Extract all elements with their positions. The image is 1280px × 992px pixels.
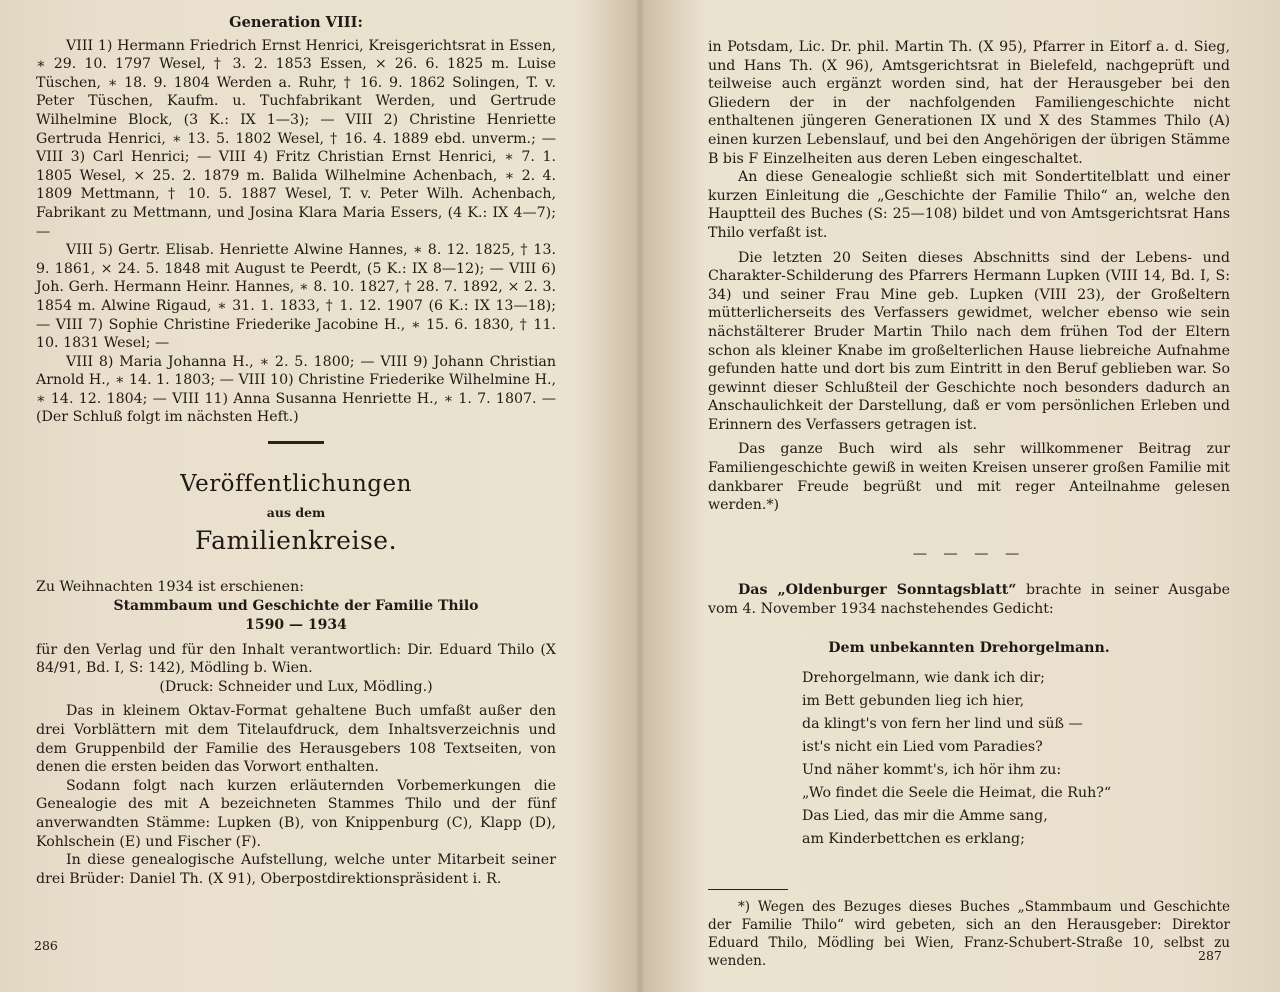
letzten-paragraph: Die letzten 20 Seiten dieses Abschnitts sind der Lebens- und Charakter-Schilderung des Pfarrers Hermann Lupken (VIII 14, Bd. I, S: 34) und seiner Frau Mine geb. Lupken (VIII 23), der Großeltern mütterlicherseits des Verfassers gewidmet, welcher ebenso wie sein nächstälterer Bruder Martin Thilo nach dem frühen Tod der Eltern schon als kleiner Knabe im großelterlichen Hause liebreiche Aufnahme gefunden hatte und dort bis zum Eintritt in den Beruf geblieben war. So gewinnt dieser Schlußteil der Geschichte noch besonders dadurch an Anschaulichkeit der Darstellung, daß er vom persönlichen Erleben und Erinnern des Verfassers getragen ist. bbox=[708, 249, 1230, 433]
page-number-left: 286 bbox=[34, 938, 58, 953]
sodann-paragraph: Sodann folgt nach kurzen erläuternden Vorbemerkungen die Genealogie des mit A bezeichneten Stammes Thilo und der fünf anverwandten Stämme: Lupken (B), von Knippenburg (C), Klapp (D), Kohlschein (E) und Fischer (F). bbox=[36, 777, 556, 850]
footnote-rule bbox=[708, 889, 788, 890]
left-page-text bbox=[36, 14, 556, 888]
generation-paragraph-2: VIII 5) Gertr. Elisab. Henriette Alwine Hannes, ∗ 8. 12. 1825, † 13. 9. 1861, × 24. 5. 1848 mit August te Peerdt, (5 K.: IX 8—12); — VIII 6) Joh. Gerh. Hermann Heinr. Hannes, ∗ 8. 10. 1827, † 28. 7. 1892, × 2. 3. 1854 m. Alwine Rigaud, ∗ 31. 1. 1833, † 1. 12. 1907 (6 K.: IX 13—18); — VIII 7) Sophie Christine Friederike Jacobine H., ∗ 15. 6. 1830, † 11. 10. 1831 Wesel; — bbox=[36, 242, 556, 352]
book-years: 1590 — 1934 bbox=[245, 616, 347, 633]
publications-heading: Veröffentlichungen bbox=[180, 471, 412, 498]
genealogie-paragraph: An diese Genealogie schließt sich mit Sondertitelblatt und einer kurzen Einleitung die „Geschichte der Familie Thilo“ an, welche den Hauptteil des Buches (S: 25—108) bildet und von Amtsgerichtsrat Hans Thilo verfaßt ist. bbox=[708, 169, 1230, 241]
printer-line: (Druck: Schneider und Lux, Mödling.) bbox=[159, 678, 433, 695]
poem-line: am Kinderbettchen es erklang; bbox=[802, 831, 1025, 848]
publications-heading-sub: aus dem bbox=[266, 505, 326, 521]
poem-line: Das Lied, das mir die Amme sang, bbox=[802, 808, 1048, 825]
footnote: *) Wegen des Bezuges dieses Buches „Stammbaum und Geschichte der Familie Thilo“ wird gebeten, sich an den Herausgeber: Direktor Eduard Thilo, Mödling bei Wien, Franz-Schubert-Straße 10, selbst zu wenden. bbox=[708, 899, 1230, 970]
oldenburger-paragraph bbox=[708, 581, 1230, 618]
in-diese-paragraph: In diese genealogische Aufstellung, welche unter Mitarbeit seiner drei Brüder: Daniel Th. (X 91), Oberpostdirektionspräsident i. R. bbox=[36, 852, 556, 887]
poem-line: ist's nicht ein Lied vom Paradies? bbox=[802, 739, 1043, 756]
book-title: Stammbaum und Geschichte der Familie Thilo bbox=[113, 597, 479, 614]
generation-title: Generation VIII: bbox=[229, 14, 363, 31]
publication-intro: Zu Weihnachten 1934 ist erschienen: bbox=[36, 579, 304, 596]
continued-paragraph: in Potsdam, Lic. Dr. phil. Martin Th. (X 95), Pfarrer in Eitorf a. d. Sieg, und Hans Th. (X 96), Amtsgerichtsrat in Bielefeld, nachgeprüft und teilweise auch ergänzt worden sind, hat der Herausgeber bei den Gliedern der in der nachfolgenden Familiengeschichte nicht enthaltenen jüngeren Generationen IX und X des Stammes Thilo (A) einen kurzen Lebenslauf, und bei den Angehörigen der übrigen Stämme B bis F Einzelheiten aus deren Leben eingeschaltet. bbox=[708, 39, 1230, 167]
format-paragraph: Das in kleinem Oktav-Format gehaltene Buch umfaßt außer den drei Vorblättern mit dem Titelaufdruck, dem Inhaltsverzeichnis und dem Gruppenbild der Familie des Herausgebers 108 Textseiten, von denen die ersten beiden das Vorwort enthalten. bbox=[36, 703, 556, 776]
poem-line: Drehorgelmann, wie dank ich dir; bbox=[802, 670, 1045, 687]
oldenburger-rest: brachte in seiner Ausgabe vom 4. November 1934 nachstehendes Gedicht: bbox=[708, 582, 1230, 618]
poem-line: „Wo findet die Seele die Heimat, die Ruh?“ bbox=[802, 785, 1112, 802]
poem-line: im Bett gebunden lieg ich hier, bbox=[802, 693, 1025, 710]
poem bbox=[802, 667, 1230, 851]
section-rule bbox=[268, 441, 324, 444]
right-page bbox=[642, 0, 1280, 992]
generation-paragraph-1: VIII 1) Hermann Friedrich Ernst Henrici, Kreisgerichtsrat in Essen, ∗ 29. 10. 1797 Wesel, † 3. 2. 1853 Essen, × 26. 6. 1825 m. Luise Tüschen, ∗ 18. 9. 1804 Werden a. Ruhr, † 16. 9. 1862 Solingen, T. v. Peter Tüschen, Kaufm. u. Tuchfabrikant Werden, und Gertrude Wilhelmine Block, (3 K.: IX 1—3); — VIII 2) Christine Henriette Gertruda Henrici, ∗ 13. 5. 1802 Wesel, † 16. 4. 1889 ebd. unverm.; — VIII 3) Carl Henrici; — VIII 4) Fritz Christian Ernst Henrici, ∗ 7. 1. 1805 Wesel, × 25. 2. 1879 m. Balida Wilhelmine Achenbach, ∗ 2. 4. 1809 Mettmann, † 10. 5. 1887 Wesel, T. v. Peter Wilh. Achenbach, Fabrikant zu Mettmann, und Josina Klara Maria Essers, (4 K.: IX 4—7); — bbox=[36, 37, 556, 240]
poem-line: Und näher kommt's, ich hör ihm zu: bbox=[802, 762, 1062, 779]
newspaper-name: Das „Oldenburger Sonntagsblatt“ bbox=[738, 582, 1017, 599]
section-divider: — — — — bbox=[912, 545, 1026, 562]
left-page bbox=[0, 0, 638, 992]
publisher-line: für den Verlag und für den Inhalt verantwortlich: Dir. Eduard Thilo (X 84/91, Bd. I, S: 142), Mödling b. Wien. bbox=[36, 641, 556, 677]
publications-heading-family: Familienkreise. bbox=[194, 526, 398, 556]
right-page-text bbox=[708, 38, 1230, 970]
generation-paragraph-3: VIII 8) Maria Johanna H., ∗ 2. 5. 1800; — VIII 9) Johann Christian Arnold H., ∗ 14. 1. 1803; — VIII 10) Christine Friederike Wilhelmine H., ∗ 14. 12. 1804; — VIII 11) Anna Susanna Henriette H., ∗ 1. 7. 1807. — (Der Schluß folgt im nächsten Heft.) bbox=[36, 353, 556, 426]
page-number-right: 287 bbox=[1198, 948, 1222, 963]
poem-line: da klingt's von fern her lind und süß — bbox=[802, 716, 1083, 733]
ganze-paragraph: Das ganze Buch wird als sehr willkommener Beitrag zur Familiengeschichte gewiß in weiten Kreisen unserer großen Familie mit dankbarer Freude begrüßt und mit reger Anteilnahme gelesen werden.*) bbox=[708, 441, 1230, 514]
poem-title: Dem unbekannten Drehorgelmann. bbox=[828, 639, 1110, 656]
